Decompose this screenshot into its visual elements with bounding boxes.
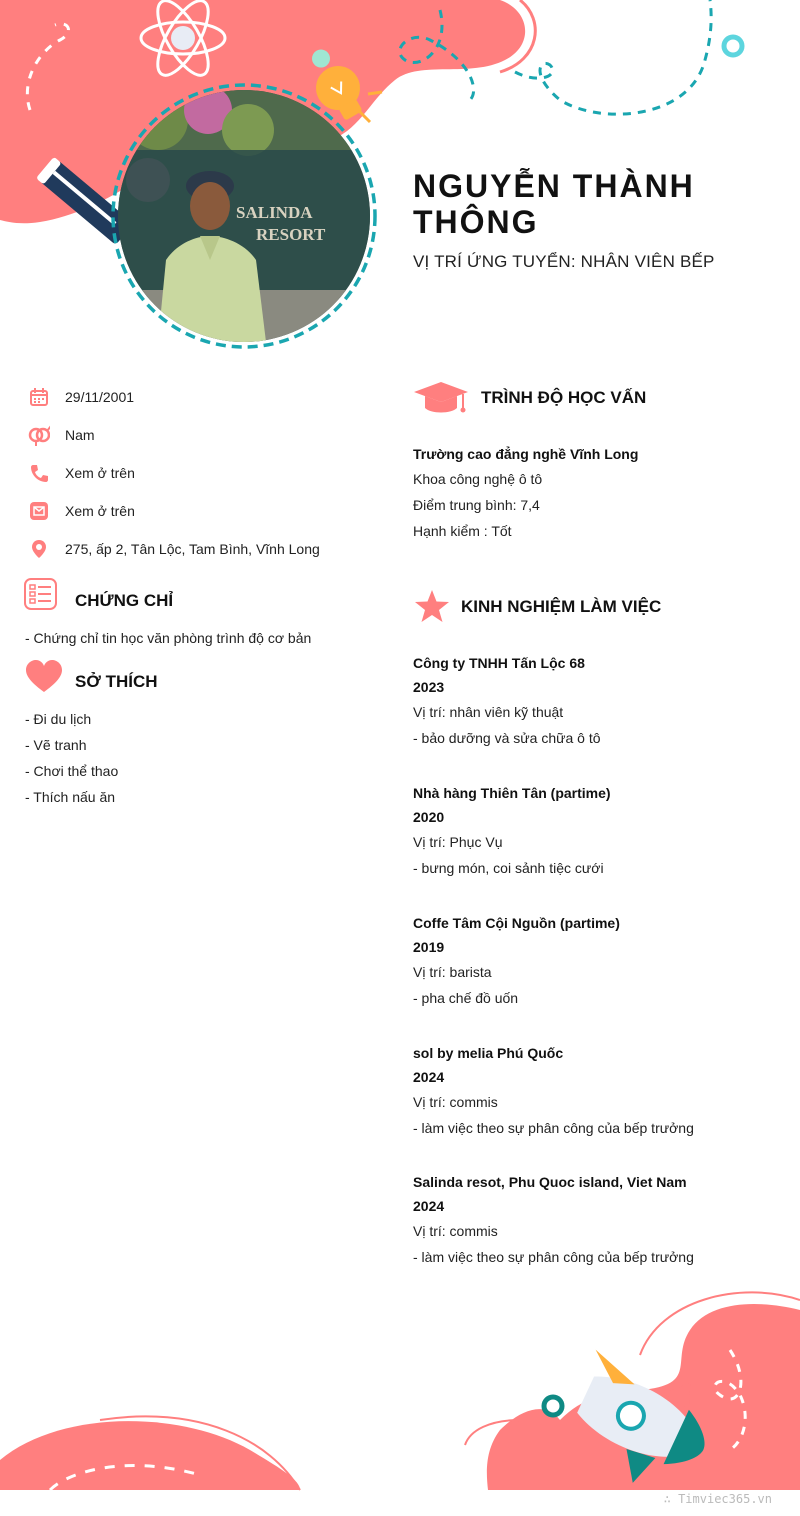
hobby-item: - Vẽ tranh bbox=[25, 737, 87, 753]
experience-title: KINH NGHIỆM LÀM VIỆC bbox=[461, 597, 662, 616]
job-role: Vị trí: barista bbox=[413, 964, 492, 980]
certificates-title: CHỨNG CHỈ bbox=[75, 591, 174, 610]
address-value: 275, ấp 2, Tân Lộc, Tam Bình, Vĩnh Long bbox=[65, 541, 320, 557]
phone-value: Xem ở trên bbox=[65, 465, 135, 481]
job-year: 2024 bbox=[413, 1198, 445, 1214]
education-line: Điểm trung bình: 7,4 bbox=[413, 497, 540, 513]
job-desc: - bảo dưỡng và sửa chữa ô tô bbox=[413, 730, 601, 746]
phone-icon bbox=[28, 462, 50, 484]
contact-email bbox=[28, 499, 358, 523]
hobby-item: - Đi du lịch bbox=[25, 711, 92, 727]
job-company: Nhà hàng Thiên Tân (partime) bbox=[413, 785, 611, 801]
job-role: Vị trí: commis bbox=[413, 1223, 498, 1239]
education-line: Khoa công nghệ ô tô bbox=[413, 471, 543, 487]
contact-phone bbox=[28, 461, 358, 485]
bottom-left-blob bbox=[0, 1421, 300, 1490]
job-role: Vị trí: commis bbox=[413, 1094, 498, 1110]
job-desc: - làm việc theo sự phân công của bếp trưởng bbox=[413, 1120, 694, 1136]
birthday-value: 29/11/2001 bbox=[65, 389, 135, 405]
location-pin-icon bbox=[28, 538, 50, 560]
hobby-item: - Chơi thể thao bbox=[25, 763, 119, 779]
job-year: 2019 bbox=[413, 939, 445, 955]
graduation-cap-icon bbox=[413, 380, 469, 416]
certificate-item: - Chứng chỉ tin học văn phòng trình độ cơ bản bbox=[25, 630, 312, 646]
small-ring bbox=[724, 37, 742, 55]
email-value: Xem ở trên bbox=[65, 503, 135, 519]
applied-position: VỊ TRÍ ỨNG TUYỂN: NHÂN VIÊN BẾP bbox=[413, 252, 715, 271]
checklist-icon bbox=[24, 578, 58, 610]
job-desc: - bưng món, coi sảnh tiệc cưới bbox=[413, 860, 604, 876]
candidate-name: NGUYỄN THÀNH THÔNG bbox=[413, 168, 695, 240]
job-company: Salinda resot, Phu Quoc island, Viet Nam bbox=[413, 1174, 687, 1190]
heart-icon bbox=[25, 660, 63, 694]
job-company: Coffe Tâm Cội Nguồn (partime) bbox=[413, 915, 620, 931]
small-ring-bottom bbox=[544, 1397, 562, 1415]
education-line: Hạnh kiểm : Tốt bbox=[413, 523, 512, 539]
calendar-icon bbox=[28, 386, 50, 408]
gender-icon bbox=[28, 424, 50, 446]
teal-dashed-curve-2 bbox=[515, 0, 711, 114]
job-company: sol by melia Phú Quốc bbox=[413, 1045, 564, 1061]
job-role: Vị trí: Phục Vụ bbox=[413, 834, 503, 850]
job-year: 2023 bbox=[413, 679, 445, 695]
contact-birthday bbox=[28, 385, 358, 409]
contact-gender bbox=[28, 423, 358, 447]
job-year: 2024 bbox=[413, 1069, 445, 1085]
education-title: TRÌNH ĐỘ HỌC VẤN bbox=[481, 388, 647, 407]
hobby-item: - Thích nấu ăn bbox=[25, 789, 116, 805]
watermark: ∴ Timviec365.vn bbox=[663, 1492, 772, 1506]
photo-image bbox=[118, 90, 370, 342]
job-company: Công ty TNHH Tấn Lộc 68 bbox=[413, 655, 585, 671]
star-icon bbox=[414, 589, 450, 623]
job-role: Vị trí: nhân viên kỹ thuật bbox=[413, 704, 564, 720]
gender-value: Nam bbox=[65, 427, 95, 443]
photo-sign-line1: SALINDA bbox=[236, 203, 313, 222]
photo-sign-line2: RESORT bbox=[256, 225, 326, 244]
profile-photo bbox=[110, 82, 378, 350]
contact-address bbox=[28, 537, 358, 561]
job-year: 2020 bbox=[413, 809, 445, 825]
school-name: Trường cao đẳng nghề Vĩnh Long bbox=[413, 446, 639, 462]
hobbies-title: SỞ THÍCH bbox=[75, 672, 158, 691]
job-desc: - pha chế đồ uốn bbox=[413, 990, 519, 1006]
job-desc: - làm việc theo sự phân công của bếp trưởng bbox=[413, 1249, 694, 1265]
avatar bbox=[118, 90, 370, 342]
email-icon bbox=[28, 500, 50, 522]
